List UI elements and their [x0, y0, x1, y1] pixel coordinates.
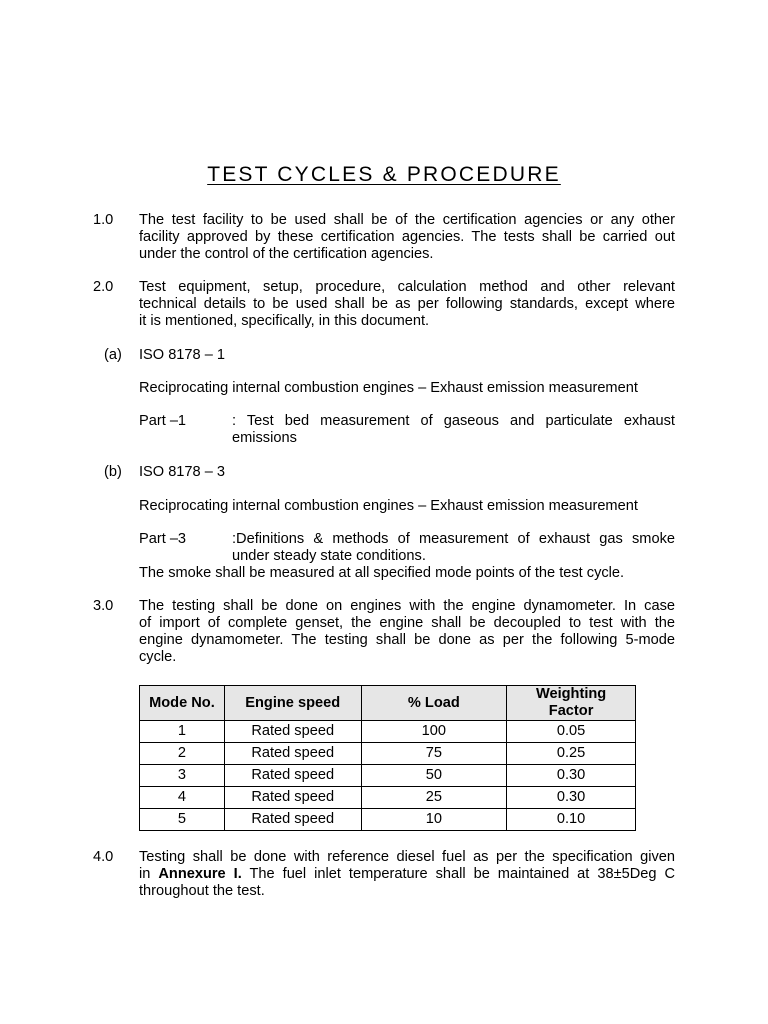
smoke-note: The smoke shall be measured at all specified mode points of the test cycle. [139, 565, 625, 581]
item-a-part-line-2: emissions [232, 430, 297, 446]
cell-speed: Rated speed [224, 809, 361, 831]
cell-mode: 3 [140, 765, 225, 787]
section-4-line-2 [139, 866, 675, 883]
cell-load: 50 [361, 765, 507, 787]
item-a-part-description [232, 413, 675, 447]
cell-mode: 2 [140, 743, 225, 765]
section-number-1: 1.0 [93, 212, 114, 228]
cell-mode: 5 [140, 809, 225, 831]
item-a-part-line-1: : Test bed measurement of gaseous and particulate exhaust [232, 413, 675, 429]
section-1-line-2: facility approved by these certification agencies. The tests shall be carried out [139, 229, 675, 245]
section-2-line-1: Test equipment, setup, procedure, calculation method and other relevant [139, 279, 675, 295]
test-cycle-table [139, 685, 636, 831]
section-number-3: 3.0 [93, 598, 114, 614]
item-b-label: (b) [104, 464, 122, 480]
header-load: % Load [361, 686, 507, 721]
table-row [140, 743, 636, 765]
cell-factor: 0.25 [507, 743, 636, 765]
cell-load: 10 [361, 809, 507, 831]
header-mode-no: Mode No. [140, 686, 225, 721]
cell-load: 25 [361, 787, 507, 809]
item-b-part-line-1: :Definitions & methods of measurement of exhaust gas smoke [232, 531, 675, 547]
section-1-line-3: under the control of the certification agencies. [139, 246, 434, 262]
cell-speed: Rated speed [224, 721, 361, 743]
cell-load: 75 [361, 743, 507, 765]
cell-factor: 0.05 [507, 721, 636, 743]
table-header-row [140, 686, 636, 721]
item-a-part-label: Part –1 [139, 413, 187, 429]
table-row [140, 809, 636, 831]
item-a-description: Reciprocating internal combustion engines – Exhaust emission measurement [139, 380, 638, 396]
table-row [140, 787, 636, 809]
cell-factor: 0.30 [507, 787, 636, 809]
item-b-description: Reciprocating internal combustion engines – Exhaust emission measurement [139, 498, 638, 514]
item-b-part-label: Part –3 [139, 531, 187, 547]
cell-mode: 1 [140, 721, 225, 743]
table-row [140, 721, 636, 743]
cell-mode: 4 [140, 787, 225, 809]
section-3-line-2: of import of complete genset, the engine shall be decoupled to test with the [139, 615, 675, 631]
header-weighting-factor [507, 686, 636, 721]
section-3-line-4: cycle. [139, 649, 177, 665]
item-a-standard: ISO 8178 – 1 [139, 347, 226, 363]
section-4-line-2-pre: in [139, 866, 159, 882]
section-3-line-1: The testing shall be done on engines with the engine dynamometer. In case [139, 598, 675, 614]
item-b-standard: ISO 8178 – 3 [139, 464, 226, 480]
section-number-4: 4.0 [93, 849, 114, 865]
item-b-part-description [232, 531, 675, 565]
section-4-text [139, 849, 675, 900]
annexure-reference: Annexure I. [158, 866, 242, 882]
section-4-line-2-post: The fuel inlet temperature shall be maintained at 38±5Deg C [241, 866, 675, 882]
item-b-part-line-2: under steady state conditions. [232, 548, 426, 564]
header-engine-speed: Engine speed [224, 686, 361, 721]
cell-speed: Rated speed [224, 743, 361, 765]
section-2-text [139, 279, 675, 330]
table-row [140, 765, 636, 787]
section-1-line-1: The test facility to be used shall be of the certification agencies or any other [139, 212, 675, 228]
page-title: TEST CYCLES & PROCEDURE [207, 163, 561, 186]
cell-factor: 0.10 [507, 809, 636, 831]
section-3-text [139, 598, 675, 666]
section-3-line-3: engine dynamometer. The testing shall be done as per the following 5-mode [139, 632, 675, 648]
cell-speed: Rated speed [224, 787, 361, 809]
header-weighting-line-1: Weighting [535, 686, 607, 702]
section-1-text [139, 212, 675, 263]
section-4-line-3: throughout the test. [139, 883, 265, 899]
section-4-line-1: Testing shall be done with reference diesel fuel as per the specification given [139, 849, 675, 865]
section-number-2: 2.0 [93, 279, 114, 295]
item-a-label: (a) [104, 347, 122, 363]
section-2-line-2: technical details to be used shall be as per following standards, except where [139, 296, 675, 312]
cell-factor: 0.30 [507, 765, 636, 787]
section-2-line-3: it is mentioned, specifically, in this document. [139, 313, 430, 329]
header-weighting-line-2: Factor [548, 703, 594, 719]
cell-load: 100 [361, 721, 507, 743]
cell-speed: Rated speed [224, 765, 361, 787]
